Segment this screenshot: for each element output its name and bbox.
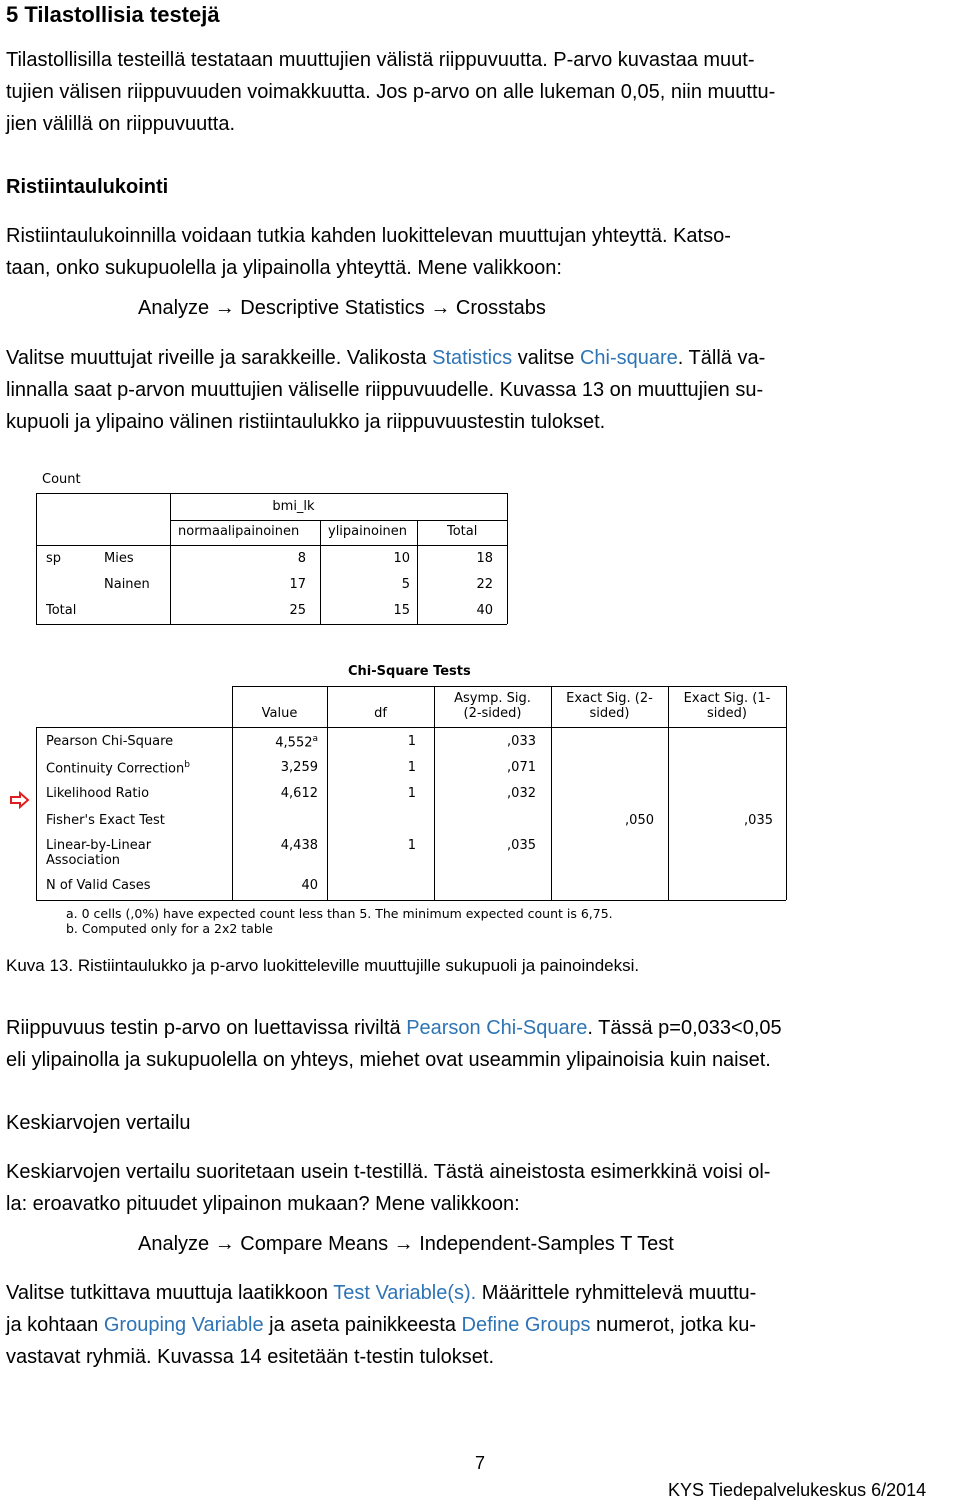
- pvalue-line: Riippuvuus testin p-arvo on luettavissa riviltä Pearson Chi-Square. Tässä p=0,033<0,05: [6, 1017, 782, 1039]
- chi-df: 1: [407, 786, 416, 801]
- chi-footnote-a: a. 0 cells (,0%) have expected count less than 5. The minimum expected count is 6,75.: [66, 906, 613, 921]
- page-number: 7: [475, 1453, 486, 1473]
- pearson-chi-square-link: Pearson Chi-Square: [406, 1017, 588, 1039]
- chi-df: 1: [407, 734, 416, 749]
- crosstab-title: Count: [42, 472, 81, 487]
- crosstab-cell: 8: [297, 551, 306, 566]
- section1-p2-line: linnalla saat p-arvon muuttujien väliselle riippuvuudelle. Kuvassa 13 on muuttujien su-: [6, 379, 764, 401]
- statistics-link: Statistics: [432, 347, 513, 369]
- crosstab-cell: 25: [289, 603, 306, 618]
- chi-value: 40: [301, 878, 318, 893]
- crosstab-col-header: ylipainoinen: [328, 524, 408, 539]
- chi-value: 4,438: [280, 838, 318, 853]
- chi-exact2: ,050: [625, 813, 654, 828]
- chi-header: Asymp. Sig. (2-sided): [454, 691, 531, 721]
- arrow-right-icon: [10, 791, 30, 809]
- section1-line: Ristiintaulukoinnilla voidaan tutkia kahden luokittelevan muuttujan yhteyttä. Katso-: [6, 225, 731, 247]
- crosstab-cell: 18: [476, 551, 493, 566]
- chi-header: Value: [261, 706, 298, 721]
- chi-exact1: ,035: [744, 813, 773, 828]
- chi-row-label: Likelihood Ratio: [46, 786, 150, 801]
- crosstab-col-header: Total: [447, 524, 478, 539]
- section2-p2-line: Valitse tutkittava muuttuja laatikkoon Test Variable(s). Määrittele ryhmittelevä muuttu-: [6, 1282, 757, 1304]
- section2-line: Keskiarvojen vertailu suoritetaan usein t-testillä. Tästä aineistosta esimerkkinä voisi ol-: [6, 1161, 771, 1183]
- chi-row-label: Continuity Correction$^b$: [46, 760, 190, 777]
- crosstab-row-var: sp: [46, 551, 62, 566]
- chi-row-label: Fisher's Exact Test: [46, 813, 165, 828]
- chi-value: 3,259: [280, 760, 318, 775]
- crosstab-cell: 15: [393, 603, 410, 618]
- crosstab-row-label: Nainen: [104, 577, 150, 592]
- section1-p2-line: kupuoli ja ylipaino välinen ristiintaulukko ja riippuvuustestin tulokset.: [6, 411, 606, 433]
- chi-row-label: N of Valid Cases: [46, 878, 151, 893]
- page-heading: 5 Tilastollisia testejä: [6, 2, 220, 27]
- chi-row-label: Linear-by-Linear Association: [46, 838, 152, 868]
- crosstab-col-header: normaalipainoinen: [178, 524, 300, 539]
- menu-path-ttest: Analyze → Compare Means → Independent-Samples T Test: [138, 1233, 674, 1255]
- section1-p2-line: Valitse muuttujat riveille ja sarakkeille. Valikosta Statistics valitse Chi-square. Tällä va-: [6, 347, 766, 369]
- section2-line: la: eroavatko pituudet ylipainon mukaan? Mene valikkoon:: [6, 1193, 520, 1215]
- chi-header: Exact Sig. (2- sided): [566, 691, 653, 721]
- chi-value: 4,552$^a$: [275, 734, 318, 751]
- crosstab-col-var: bmi_lk: [272, 499, 315, 514]
- chi-asymp: ,032: [507, 786, 536, 801]
- crosstab-cell: 17: [289, 577, 306, 592]
- chi-square-title: Chi-Square Tests: [348, 664, 471, 679]
- menu-path-crosstabs: Analyze → Descriptive Statistics → Crosstabs: [138, 297, 546, 319]
- chi-asymp: ,033: [507, 734, 536, 749]
- pvalue-paragraph: [6, 1012, 956, 1076]
- section2-paragraph: [6, 1156, 956, 1220]
- intro-line: tujien välisen riippuvuuden voimakkuutta. Jos p-arvo on alle lukeman 0,05, niin muuttu-: [6, 81, 776, 103]
- crosstab-total-label: Total: [46, 603, 77, 618]
- chi-df: 1: [407, 760, 416, 775]
- section-title-means: Keskiarvojen vertailu: [6, 1112, 191, 1134]
- section2-p2-line: vastavat ryhmiä. Kuvassa 14 esitetään t-testin tulokset.: [6, 1346, 495, 1368]
- chi-square-link: Chi-square: [579, 347, 678, 369]
- chi-footnote-b: b. Computed only for a 2x2 table: [66, 921, 273, 936]
- intro-line: Tilastollisilla testeillä testataan muuttujien välistä riippuvuutta. P-arvo kuvastaa muut-: [6, 49, 755, 71]
- chi-asymp: ,035: [507, 838, 536, 853]
- crosstab-cell: 40: [476, 603, 493, 618]
- chi-row-label: Pearson Chi-Square: [46, 734, 174, 749]
- chi-asymp: ,071: [507, 760, 536, 775]
- crosstab-cell: 10: [393, 551, 410, 566]
- section1-line: taan, onko sukupuolella ja ylipainolla yhteyttä. Mene valikkoon:: [6, 257, 562, 279]
- pvalue-line: eli ylipainolla ja sukupuolella on yhteys, miehet ovat useammin ylipainoisia kuin naiset.: [6, 1049, 771, 1071]
- crosstab-cell: 22: [476, 577, 493, 592]
- chi-header: df: [374, 706, 387, 721]
- section-title-crosstab: Ristiintaulukointi: [6, 176, 169, 198]
- chi-df: 1: [407, 838, 416, 853]
- crosstab-cell: 5: [401, 577, 410, 592]
- test-variable-link: Test Variable(s).: [333, 1282, 477, 1304]
- crosstab-row-label: Mies: [104, 551, 134, 566]
- define-groups-link: Define Groups: [461, 1314, 591, 1336]
- chi-header: Exact Sig. (1- sided): [683, 691, 771, 721]
- figure-caption: Kuva 13. Ristiintaulukko ja p-arvo luokitteleville muuttujille sukupuoli ja painoindeksi.: [6, 956, 640, 975]
- footer-org: KYS Tiedepalvelukeskus 6/2014: [668, 1480, 927, 1500]
- grouping-variable-link: Grouping Variable: [103, 1314, 264, 1336]
- section2-paragraph-2: [6, 1277, 956, 1373]
- section2-p2-line: ja kohtaan Grouping Variable ja aseta painikkeesta Define Groups numerot, jotka ku-: [6, 1314, 757, 1336]
- chi-value: 4,612: [280, 786, 318, 801]
- intro-line: jien välillä on riippuvuutta.: [6, 113, 236, 135]
